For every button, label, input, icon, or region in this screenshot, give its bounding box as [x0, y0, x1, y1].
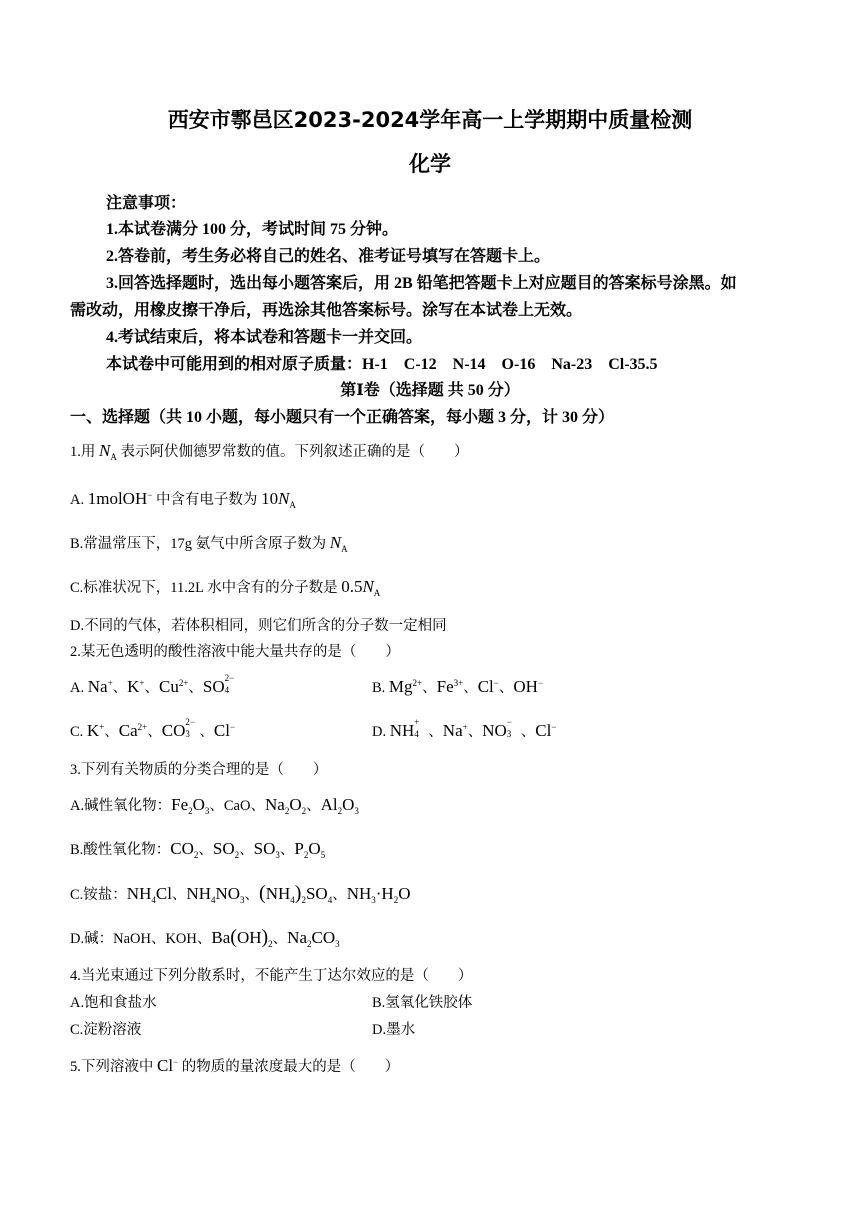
- notice-item-1: 1.本试卷满分 100 分，考试时间 75 分钟。: [106, 221, 399, 238]
- question-4-option-c[interactable]: C.淀粉溶液: [70, 1022, 142, 1038]
- question-3-option-b[interactable]: B.酸性氧化物：$CO_2$、$SO_2$、$SO_3$、$P_2O_5$: [70, 839, 326, 860]
- question-1-option-a[interactable]: A. 1molOH− 中含有电子数为 $10N_A$: [70, 489, 296, 510]
- question-1-option-d[interactable]: D.不同的气体，若体积相同，则它们所含的分子数一定相同: [70, 618, 447, 634]
- notice-item-3-line-1: 3.回答选择题时，选出每小题答案后，用 2B 铅笔把答题卡上对应题目的答案标号涂黑。如: [106, 275, 737, 292]
- question-3-option-c[interactable]: C.铵盐：$NH_4Cl$、$NH_4NO_3$、$(NH_4)_2SO_4$、$NH_3\cdot H_2O$: [70, 882, 411, 905]
- question-1-stem: 1.用 $N_A$ 表示阿伏伽德罗常数的值。下列叙述正确的是（ ）: [70, 441, 469, 462]
- question-2-option-a[interactable]: A. Na+、K+、$Cu^{2+}$、SO 2− 4: [70, 673, 235, 696]
- question-2-option-c[interactable]: C. K+、$Ca^{2+}$、CO 2− 3 、Cl−: [70, 717, 236, 740]
- question-4-stem: 4.当光束通过下列分散系时，不能产生丁达尔效应的是（ ）: [70, 968, 473, 984]
- question-1-option-c[interactable]: C.标准状况下，11.2L 水中含有的分子数是 $0.5N_A$: [70, 577, 381, 598]
- question-2-stem: 2.某无色透明的酸性溶液中能大量共存的是（ ）: [70, 644, 400, 660]
- volume-title: 第Ⅰ卷（选择题 共 50 分）: [340, 382, 520, 399]
- exam-title: 西安市鄠邑区2023-2024学年高一上学期期中质量检测: [167, 108, 693, 132]
- question-3-stem: 3.下列有关物质的分类合理的是（ ）: [70, 762, 328, 778]
- question-3-option-a[interactable]: A.碱性氧化物：$Fe_2O_3$、CaO、$Na_2O_2$、$Al_2O_3$: [70, 795, 359, 816]
- subject-title: 化学: [409, 152, 451, 176]
- question-2-option-d[interactable]: D. NH + 4 、Na+、NO − 3 、Cl−: [372, 717, 557, 740]
- question-4-option-d[interactable]: D.墨水: [372, 1022, 416, 1038]
- question-3-option-d[interactable]: D.碱：NaOH、KOH、$Ba(OH)_2$、$Na_2CO_3$: [70, 926, 340, 949]
- question-4-option-a[interactable]: A.饱和食盐水: [70, 995, 157, 1011]
- atomic-mass-line: 本试卷中可能用到的相对原子质量：H-1 C-12 N-14 O-16 Na-23 Cl-35.5: [106, 356, 658, 373]
- question-2-option-b[interactable]: B. $Mg^{2+}$、$Fe^{3+}$、Cl−、OH−: [372, 677, 543, 696]
- notice-item-3-line-2: 需改动，用橡皮擦干净后，再选涂其他答案标号。涂写在本试卷上无效。: [70, 302, 583, 319]
- question-1-option-b[interactable]: B.常温常压下，17g 氨气中所含原子数为 $N_A$: [70, 533, 348, 554]
- question-5-stem: 5.下列溶液中 Cl− 的物质的量浓度最大的是（ ）: [70, 1056, 400, 1075]
- notice-item-4: 4.考试结束后，将本试卷和答题卡一并交回。: [106, 329, 423, 346]
- notice-heading: 注意事项：: [106, 195, 187, 212]
- notice-item-2: 2.答卷前，考生务必将自己的姓名、准考证号填写在答题卡上。: [106, 248, 551, 265]
- section-title: 一、选择题（共 10 小题，每小题只有一个正确答案，每小题 3 分，计 30 分）: [70, 409, 615, 426]
- question-4-option-b[interactable]: B.氢氧化铁胶体: [372, 995, 473, 1011]
